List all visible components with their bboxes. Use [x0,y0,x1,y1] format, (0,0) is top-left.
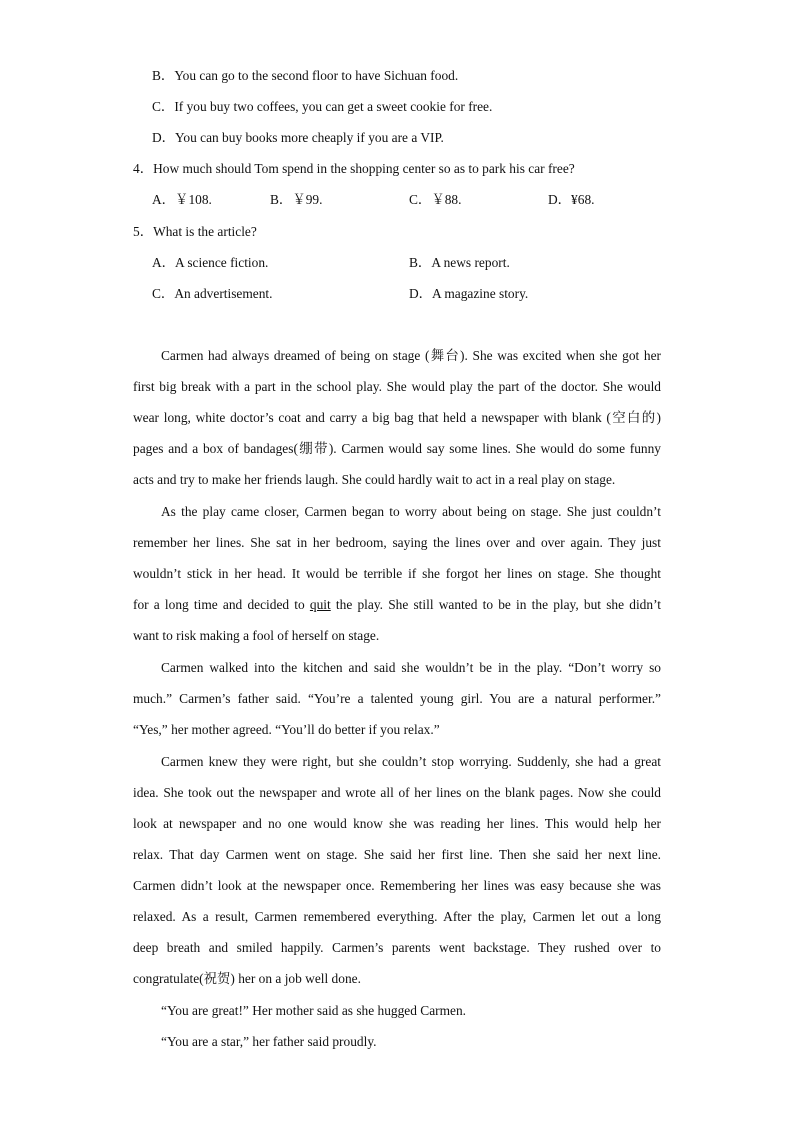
q5-option-b: B．A news report. [409,255,510,270]
passage-p2-line: want to risk making a fool of herself on stage. [133,628,380,643]
passage-p4-line: Carmen didn’t look at the newspaper once. Remembering her lines was easy because she was [133,878,661,893]
q5-stem: 5．What is the article? [133,224,257,239]
passage-p1-line: first big break with a part in the school play. She would play the part of the doctor. She would [133,379,661,394]
passage-text: the play. She still wanted to be in the play, but she didn’t [330,597,662,612]
passage-p1-line: wear long, white doctor’s coat and carry a big bag that held a newspaper with blank (空白的) [133,410,661,425]
passage-p2-line: As the play came closer, Carmen began to worry about being on stage. She just couldn’t [161,504,661,519]
passage-p5-line: “You are great!” Her mother said as she hugged Carmen. [161,1003,467,1018]
passage-p2-line: remember her lines. She sat in her bedroom, saying the lines over and over again. They just [133,535,661,550]
passage-p1-line: acts and try to make her friends laugh. She could hardly wait to act in a real play on stage. [133,472,616,487]
q4-option-d: D．¥68. [548,192,595,207]
passage-p3-line: much.” Carmen’s father said. “You’re a talented young girl. You are a natural performer.” [133,691,661,706]
passage-p1-line: pages and a box of bandages(绷带). Carmen would say some lines. She would do some funny [133,441,661,456]
passage-p4-line: idea. She took out the newspaper and wrote all of her lines on the blank pages. Now she could [133,785,661,800]
q3-option-c: C．If you buy two coffees, you can get a sweet cookie for free. [152,99,493,114]
passage-p3-line: “Yes,” her mother agreed. “You’ll do better if you relax.” [133,722,440,737]
q3-option-d: D．You can buy books more cheaply if you are a VIP. [152,130,444,145]
q5-option-d: D．A magazine story. [409,286,529,301]
passage-p2-line: wouldn’t stick in her head. It would be terrible if she forgot her lines on stage. She thought [133,566,661,581]
q5-option-a: A．A science fiction. [152,255,269,270]
passage-p1-line: Carmen had always dreamed of being on stage (舞台). She was excited when she got her [161,348,661,363]
underlined-word-quit: quit [309,597,331,612]
q4-stem: 4．How much should Tom spend in the shopping center so as to park his car free? [133,161,575,176]
passage-p4-line: relax. That day Carmen went on stage. She said her first line. Then she said her next line. [133,847,661,862]
passage-text: for a long time and decided to [133,597,310,612]
q4-option-a: A．￥108. [152,192,212,207]
passage-p4-line: look at newspaper and no one would know she was reading her lines. This would help her [133,816,661,831]
passage-p6-line: “You are a star,” her father said proudly. [161,1034,377,1049]
q4-option-c: C．￥88. [409,192,462,207]
q4-option-b: B．￥99. [270,192,323,207]
passage-p4-line: congratulate(祝贺) her on a job well done. [133,971,361,986]
q3-option-b: B．You can go to the second floor to have Sichuan food. [152,68,459,83]
passage-p4-line: relaxed. As a result, Carmen remembered everything. After the play, Carmen let out a long [133,909,661,924]
passage-p4-line: deep breath and smiled happily. Carmen’s parents went backstage. They rushed over to [133,940,661,955]
passage-p3-line: Carmen walked into the kitchen and said she wouldn’t be in the play. “Don’t worry so [161,660,661,675]
passage-p2-line-quit [133,596,661,614]
passage-p4-line: Carmen knew they were right, but she couldn’t stop worrying. Suddenly, she had a great [161,754,661,769]
q5-option-c: C．An advertisement. [152,286,273,301]
